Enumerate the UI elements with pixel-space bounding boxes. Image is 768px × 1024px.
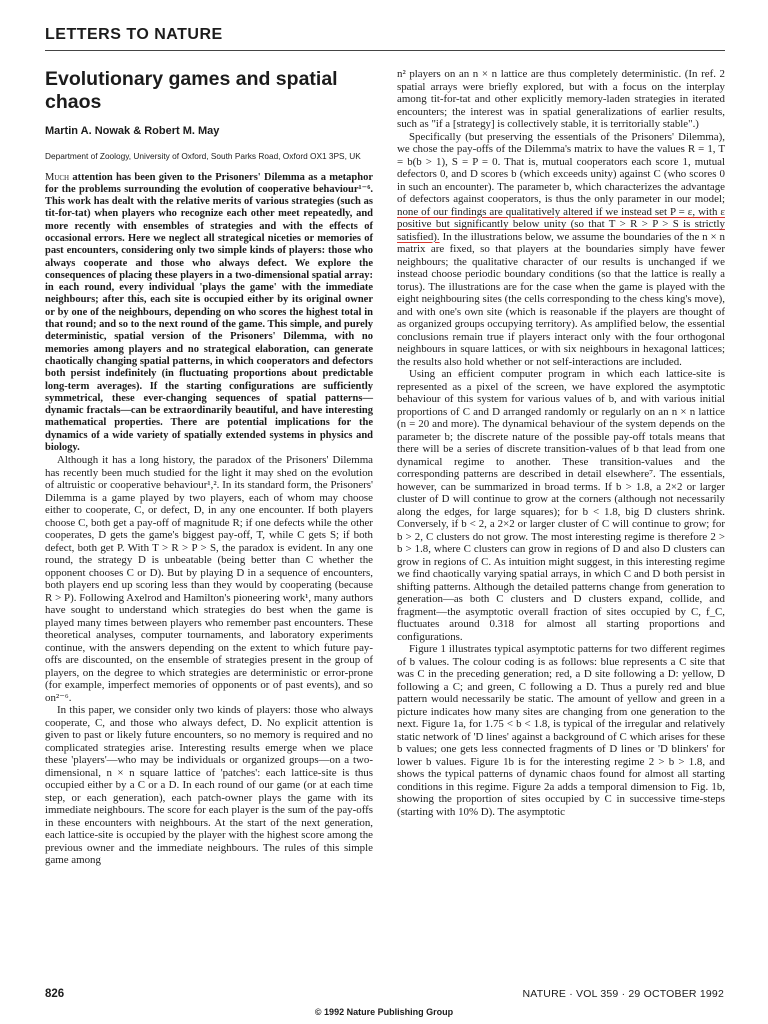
underlined-passage: none of our findings are qualitatively altered if we instead set P = ε, with ε positive but significantly below unity (so that T > R > P > S is strictly satisfied). bbox=[397, 205, 725, 243]
paragraph-text: In the illustrations below, we assume the boundaries of the n × n matrix are fixed, so that players at the boundaries simply have fewer neighbours; the qualitative character of our results is unchanged if we instead choose periodic boundary conditions (so that the lattice is really a torus). The illustrations are for the case when the game is played with the eight neighbouring sites (the cells corresponding to the chess king's move), and with one's own site (which is reasonable if the players are thought of as organized groups occupying territory). As amplified below, the essential conclusions remain true if players interact only with the four orthogonal neighbours in square lattices, or with six neighbours in hexagonal lattices; the results also hold whether or not self-interactions are included. bbox=[397, 230, 725, 368]
paragraph-text: Specifically (but preserving the essentials of the Prisoners' Dilemma), we chose the pay-offs of the Dilemma's matrix to have the values R = 1, T = b(b > 1), S = P = 0. That is, mutual cooperators each score 1, mutual defectors 0, and D scores b (which exceeds unity) against C (who scores 0 in such an encounter). The parameter b, which characterizes the advantage of defectors against cooperators, is thus the only parameter in our model; bbox=[397, 130, 725, 205]
body-paragraph: Using an efficient computer program in which each lattice-site is represented as a pixel of the screen, we have explored the asymptotic behaviour of this system for various values of b, and with various initial proportions of C and D arranged randomly or regularly on an n × n lattice (n = 20 and more). The dynamical behaviour of the system depends on the parameter b; the discrete nature of the possible pay-off totals means that there will be a series of discrete transition-values of b that lead from one dynamical regime to another. These transition-values and the corresponding patterns are described in detail elsewhere⁷. The essentials, however, can be summarized in broad terms. If b > 1.8, a 2×2 or larger cluster of D will continue to grow at the corners (although not necessarily along the edges, for large squares); for b < 1.8, big D clusters shrink. Conversely, if b < 2, a 2×2 or larger cluster of C will continue to grow; for b > 2, C clusters do not grow. The most interesting regime is therefore 2 > b > 1.8, where C clusters can grow in regions of D and also D clusters can grow in regions of C. As intuition might suggest, in this interesting regime we find chaotically varying spatial arrays, in which C and D both persist in shifting patterns. Although the detailed patterns change from generation to generation—as both C clusters and D clusters expand, collide, and fragment—the asymptotic overall fraction of sites occupied by C, f_C, fluctuates around 0.318 for almost all starting proportions and configurations. bbox=[397, 368, 725, 643]
page-number: 826 bbox=[45, 988, 65, 1000]
section-label: LETTERS TO NATURE bbox=[45, 26, 223, 43]
journal-citation: NATURE · VOL 359 · 29 OCTOBER 1992 bbox=[522, 988, 724, 1000]
abstract bbox=[45, 172, 373, 455]
article-title: Evolutionary games and spatial chaos bbox=[45, 68, 338, 113]
body-paragraph: Although it has a long history, the paradox of the Prisoners' Dilemma has recently been much studied for the light it may shed on the evolution of altruistic or cooperative behaviour¹,². In its standard form, the Prisoners' Dilemma is a game played by two players, each of whom may choose either to cooperate, C, or defect, D, in any one encounter. If both players choose C, both get a pay-off of magnitude R; if one defects while the other cooperates, D gets the game's biggest pay-off, T, while C gets S; if both defect, both get P. With T > R > P > S, the paradox is evident. In any one round, the strategy D is unbeatable (being better than C whether the opponent chooses C or D). But by playing D in a sequence of encounters, both players end up scoring less than they would by cooperating (because R > P). Following Axelrod and Hamilton's pioneering work¹, many authors have sought to understand which strategies do best when the game is played many times between players who remember past encounters. These theoretical analyses, computer tournaments, and laboratory experiments continue, with the answers depending on the extent to which future pay-offs are discounted, on the ensemble of strategies present in the group of players, on the degree to which strategies are deterministic or error-prone (for example, imperfect memories of opponents or of past events), and so on²⁻⁶. bbox=[45, 454, 373, 704]
author-affiliation: Department of Zoology, University of Oxford, South Parks Road, Oxford OX1 3PS, UK bbox=[45, 150, 361, 161]
left-column bbox=[45, 68, 373, 867]
header-rule bbox=[45, 50, 725, 51]
abstract-dropcap: Much bbox=[45, 171, 70, 183]
body-paragraph bbox=[397, 131, 725, 369]
body-paragraph-continued: n² players on an n × n lattice are thus completely deterministic. (In ref. 2 spatial arrays were briefly explored, but with a focus on the interplay among tit-for-tat and other explicitly memory-laden strategies in iterated encounters; the interest was in spatial generalizations of earlier results, such as "if a [strategy] is collectively stable, it is territorially stable".) bbox=[397, 68, 725, 130]
body-paragraph: Figure 1 illustrates typical asymptotic patterns for two different regimes of b values. The colour coding is as follows: blue represents a C site that was C in the preceding generation; red, a D site following a D: yellow, D following a C; and green, C following a D. Thus a purely red and blue pattern would necessarily be static. The amount of yellow and green in a picture indicates how many sites are changing from one generation to the next. Figure 1a, for 1.75 < b < 1.8, is typical of the irregular and relatively static network of 'D lines' against a background of C which arises for these b values; one gets less connected fragments of D lines or 'D blinkers' for lower b values. Figure 1b is for the interesting regime 2 > b > 1.8, and shows the typical patterns of dynamic chaos found for almost all starting conditions in this regime. Figure 2a adds a temporal dimension to Fig. 1b, showing the proportion of sites occupied by C in successive time-steps (starting with 10% D). The asymptotic bbox=[397, 643, 725, 818]
copyright-notice: © 1992 Nature Publishing Group bbox=[314, 1007, 454, 1017]
article-authors: Martin A. Nowak & Robert M. May bbox=[45, 125, 220, 137]
abstract-text: attention has been given to the Prisoners' Dilemma as a metaphor for the problems surrounding the evolution of cooperative behaviour¹⁻⁶. This work has dealt with the relative merits of various strategies (such as tit-for-tat) when players who recognize each other meet repeatedly, and more recently with ensembles of strategies and with the effects of occasional errors. Here we neglect all strategical niceties or memories of past encounters, considering only two simple kinds of players: those who always cooperate and those who always defect. We explore the consequences of placing these players in a two-dimensional spatial array: in each round, every individual 'plays the game' with the immediate neighbours; after this, each site is occupied either by its original owner or by one of the neighbours, depending on who scores the highest total in that round; and so to the next round of the game. This simple, and purely deterministic, spatial version of the Prisoners' Dilemma, with no memories among players and no strategical elaboration, can generate chaotically changing spatial patterns, in which cooperators and defectors both persist indefinitely (in fluctuating proportions about predictable long-term averages). If the starting configurations are sufficiently symmetrical, these ever-changing sequences of spatial patterns—dynamic fractals—can be extraordinarily beautiful, and have interesting mathematical properties. There are potential implications for the dynamics of a wide variety of spatially extended systems in physics and biology. bbox=[45, 171, 374, 454]
right-column bbox=[397, 68, 725, 818]
body-paragraph: In this paper, we consider only two kinds of players: those who always cooperate, C, and those who always defect, D. No explicit attention is given to past or likely future encounters, so no memory is required and no complicated strategies arise. Interesting results emerge when we place these 'players'—who may be individuals or organized groups—on a two-dimensional, n × n square lattice of 'patches': each lattice-site is thus occupied either by a C or a D. In each round of our game (or at each time step, or each generation), each patch-owner plays the game with its immediate neighbours. The score for each player is the sum of the pay-offs in these encounters with neighbours. At the start of the next generation, each lattice-site is occupied by the player with the highest score among the previous owner and the immediate neighbours. The rules of this simple game among bbox=[45, 704, 373, 867]
